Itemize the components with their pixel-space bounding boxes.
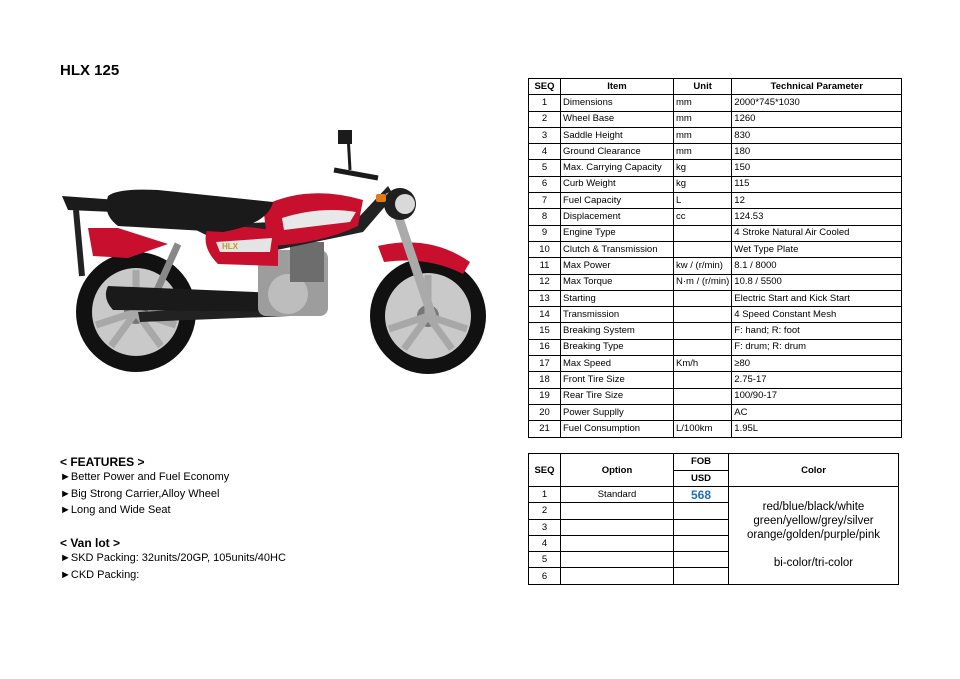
header-unit: Unit (674, 79, 732, 95)
color-option-line: bi-color/tri-color (773, 557, 854, 570)
spec-unit-cell (674, 307, 732, 323)
spec-value-cell: 4 Stroke Natural Air Cooled (732, 225, 902, 241)
spec-row (529, 209, 902, 225)
price-option-cell (561, 503, 674, 519)
spec-unit-cell (674, 372, 732, 388)
spec-row (529, 421, 902, 437)
spec-item-cell: Saddle Height (561, 127, 674, 143)
price-header-fob: FOB (674, 454, 729, 471)
spec-item-cell: Max Speed (561, 356, 674, 372)
spec-item-cell: Dimensions (561, 95, 674, 111)
spec-row (529, 258, 902, 274)
spec-seq-cell: 8 (529, 209, 561, 225)
spec-item-cell: Fuel Consumption (561, 421, 674, 437)
van-lot-item: ►SKD Packing: 32units/20GP, 105units/40HC (60, 552, 286, 564)
header-item: Item (561, 79, 674, 95)
spec-unit-cell (674, 404, 732, 420)
spec-value-cell: 12 (732, 193, 902, 209)
spec-seq-cell: 18 (529, 372, 561, 388)
spec-row (529, 95, 902, 111)
spec-unit-cell: cc (674, 209, 732, 225)
price-option-cell: Standard (561, 487, 674, 503)
spec-row (529, 372, 902, 388)
spec-unit-cell: mm (674, 144, 732, 160)
price-seq-cell: 1 (529, 487, 561, 503)
price-fob-cell (674, 568, 729, 584)
price-table (528, 453, 899, 585)
header-technical-parameter: Technical Parameter (732, 79, 902, 95)
spec-item-cell: Fuel Capacity (561, 193, 674, 209)
spec-value-cell: 10.8 / 5500 (732, 274, 902, 290)
spec-unit-cell: L (674, 193, 732, 209)
spec-row (529, 356, 902, 372)
price-fob-cell (674, 503, 729, 519)
price-seq-cell: 4 (529, 535, 561, 551)
price-option-cell (561, 568, 674, 584)
price-seq-cell: 5 (529, 552, 561, 568)
color-option-line: orange/golden/purple/pink (747, 529, 880, 542)
van-lot-list (60, 550, 286, 583)
spec-seq-cell: 1 (529, 95, 561, 111)
spec-value-cell: F: drum; R: drum (732, 339, 902, 355)
spec-seq-cell: 13 (529, 290, 561, 306)
spec-unit-cell: mm (674, 127, 732, 143)
features-heading: < FEATURES > (60, 455, 145, 469)
spec-row (529, 225, 902, 241)
spec-unit-cell (674, 339, 732, 355)
spec-row (529, 388, 902, 404)
spec-row (529, 323, 902, 339)
spec-seq-cell: 7 (529, 193, 561, 209)
spec-item-cell: Front Tire Size (561, 372, 674, 388)
spec-seq-cell: 14 (529, 307, 561, 323)
spec-item-cell: Ground Clearance (561, 144, 674, 160)
spec-row (529, 404, 902, 420)
spec-unit-cell: Km/h (674, 356, 732, 372)
spec-item-cell: Clutch & Transmission (561, 241, 674, 257)
price-fob-cell: 568 (674, 487, 729, 503)
spec-value-cell: ≥80 (732, 356, 902, 372)
spec-value-cell: 150 (732, 160, 902, 176)
spec-seq-cell: 12 (529, 274, 561, 290)
feature-item: ►Long and Wide Seat (60, 504, 171, 516)
price-fob-cell (674, 535, 729, 551)
spec-seq-cell: 9 (529, 225, 561, 241)
spec-item-cell: Breaking Type (561, 339, 674, 355)
color-option-line: green/yellow/grey/silver (753, 515, 874, 528)
spec-item-cell: Max Power (561, 258, 674, 274)
price-row (529, 487, 899, 503)
spec-item-cell: Wheel Base (561, 111, 674, 127)
spec-unit-cell (674, 290, 732, 306)
price-seq-cell: 3 (529, 519, 561, 535)
spec-table (528, 78, 902, 438)
spec-value-cell: Electric Start and Kick Start (732, 290, 902, 306)
spec-seq-cell: 15 (529, 323, 561, 339)
spec-seq-cell: 11 (529, 258, 561, 274)
spec-seq-cell: 5 (529, 160, 561, 176)
features-list (60, 469, 229, 519)
spec-value-cell: Wet Type Plate (732, 241, 902, 257)
page-title: HLX 125 (60, 62, 120, 79)
spec-table-header (529, 79, 902, 95)
spec-item-cell: Curb Weight (561, 176, 674, 192)
spec-value-cell: AC (732, 404, 902, 420)
spec-seq-cell: 16 (529, 339, 561, 355)
spec-value-cell: 1.95L (732, 421, 902, 437)
motorcycle-image (58, 126, 498, 378)
spec-seq-cell: 20 (529, 404, 561, 420)
spec-unit-cell: mm (674, 95, 732, 111)
color-options-cell (729, 487, 899, 585)
spec-item-cell: Rear Tire Size (561, 388, 674, 404)
spec-seq-cell: 17 (529, 356, 561, 372)
spec-seq-cell: 3 (529, 127, 561, 143)
spec-seq-cell: 2 (529, 111, 561, 127)
spec-row (529, 144, 902, 160)
spec-row (529, 290, 902, 306)
price-option-cell (561, 552, 674, 568)
spec-value-cell: 830 (732, 127, 902, 143)
spec-row (529, 193, 902, 209)
price-header-seq: SEQ (529, 454, 561, 487)
spec-item-cell: Max Torque (561, 274, 674, 290)
price-fob-cell (674, 552, 729, 568)
spec-value-cell: 115 (732, 176, 902, 192)
spec-seq-cell: 19 (529, 388, 561, 404)
spec-unit-cell (674, 241, 732, 257)
spec-unit-cell (674, 388, 732, 404)
spec-value-cell: 180 (732, 144, 902, 160)
spec-item-cell: Transmission (561, 307, 674, 323)
price-fob-cell (674, 519, 729, 535)
price-header-option: Option (561, 454, 674, 487)
price-header-usd: USD (674, 470, 729, 487)
feature-item: ►Better Power and Fuel Economy (60, 471, 230, 483)
van-lot-heading: < Van lot > (60, 536, 121, 550)
spec-unit-cell: L/100km (674, 421, 732, 437)
price-option-cell (561, 535, 674, 551)
spec-value-cell: 124.53 (732, 209, 902, 225)
spec-value-cell: 2.75-17 (732, 372, 902, 388)
spec-unit-cell: mm (674, 111, 732, 127)
spec-row (529, 127, 902, 143)
spec-unit-cell: kg (674, 176, 732, 192)
spec-seq-cell: 4 (529, 144, 561, 160)
price-header-row (529, 454, 899, 471)
header-seq: SEQ (529, 79, 561, 95)
spec-item-cell: Breaking System (561, 323, 674, 339)
bike-badge-text: HLX (222, 242, 238, 251)
spec-unit-cell: kg (674, 160, 732, 176)
spec-item-cell: Max. Carrying Capacity (561, 160, 674, 176)
van-lot-item: ►CKD Packing: (60, 568, 140, 581)
spec-value-cell: 2000*745*1030 (732, 95, 902, 111)
spec-item-cell: Power Supplly (561, 404, 674, 420)
color-option-line (731, 542, 896, 556)
spec-item-cell: Starting (561, 290, 674, 306)
spec-value-cell: 1260 (732, 111, 902, 127)
price-seq-cell: 6 (529, 568, 561, 584)
spec-item-cell: Displacement (561, 209, 674, 225)
spec-value-cell: 100/90-17 (732, 388, 902, 404)
spec-seq-cell: 21 (529, 421, 561, 437)
spec-row (529, 307, 902, 323)
spec-row (529, 111, 902, 127)
price-option-cell (561, 519, 674, 535)
spec-seq-cell: 6 (529, 176, 561, 192)
spec-unit-cell (674, 323, 732, 339)
spec-unit-cell (674, 225, 732, 241)
spec-row (529, 176, 902, 192)
spec-value-cell: 4 Speed Constant Mesh (732, 307, 902, 323)
spec-value-cell: 8.1 / 8000 (732, 258, 902, 274)
spec-row (529, 339, 902, 355)
price-header-color: Color (729, 454, 899, 487)
price-seq-cell: 2 (529, 503, 561, 519)
spec-seq-cell: 10 (529, 241, 561, 257)
spec-row (529, 241, 902, 257)
spec-row (529, 160, 902, 176)
spec-value-cell: F: hand; R: foot (732, 323, 902, 339)
spec-row (529, 274, 902, 290)
color-option-line: red/blue/black/white (762, 501, 865, 514)
feature-item: ►Big Strong Carrier,Alloy Wheel (60, 487, 220, 500)
spec-item-cell: Engine Type (561, 225, 674, 241)
spec-unit-cell: N·m / (r/min) (674, 274, 732, 290)
spec-unit-cell: kw / (r/min) (674, 258, 732, 274)
